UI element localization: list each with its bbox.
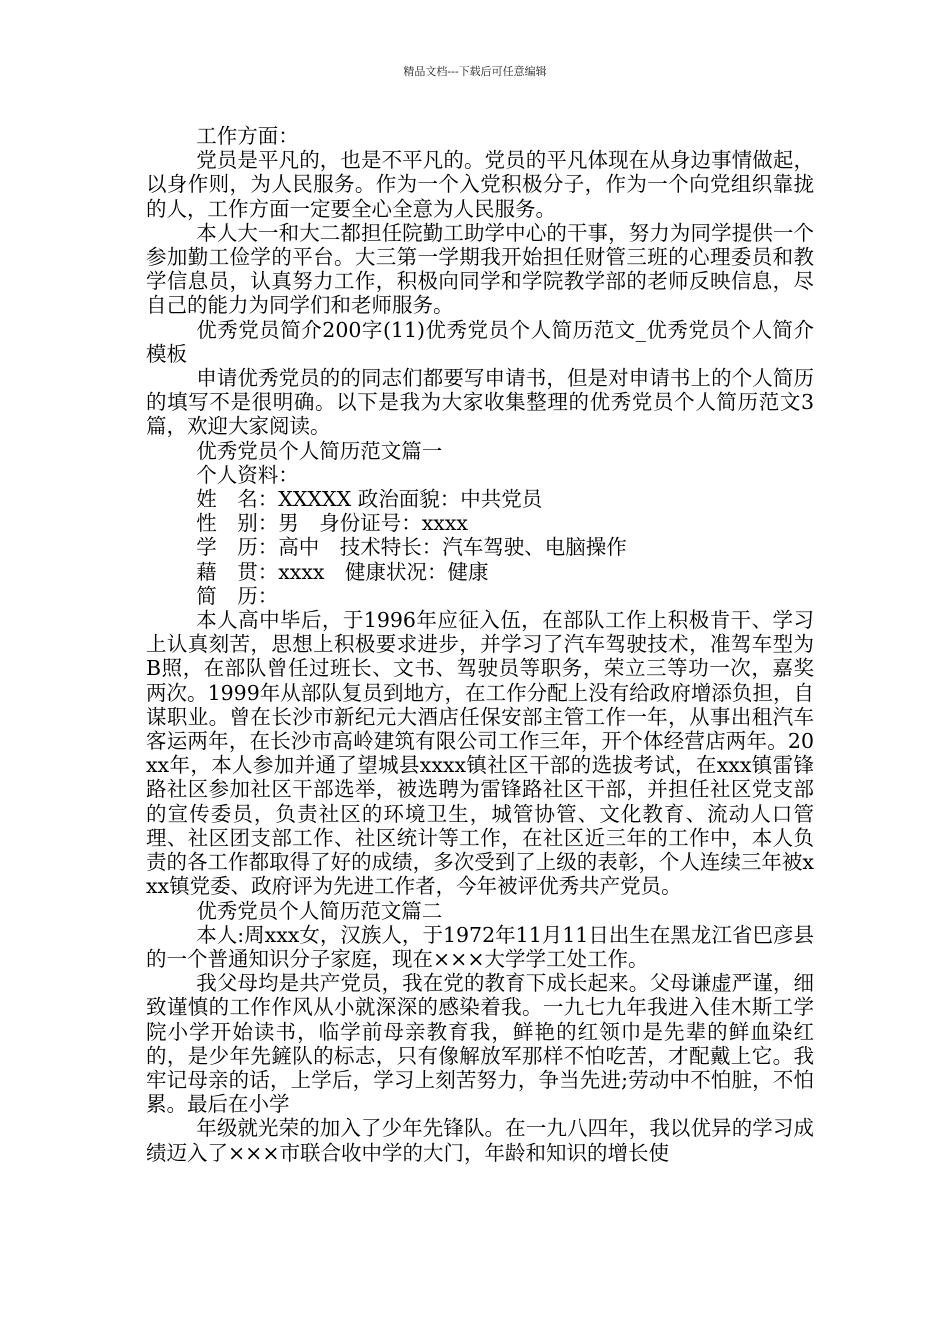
paragraph: 学 历：高中 技术特长：汽车驾驶、电脑操作	[196, 535, 627, 560]
paragraph: 本人:周xxx女，汉族人，于1972年11月11日出生在黑龙江省巴彦县的一个普通知识分子家庭，现在×××大学学工处工作。	[146, 922, 814, 971]
paragraph: 优秀党员简介200字(11)优秀党员个人简历范文_优秀党员个人简介模板	[146, 317, 814, 366]
paragraph: 优秀党员个人简历范文篇二	[196, 898, 443, 923]
paragraph: 工作方面：	[196, 124, 299, 148]
paragraph: 简 历：	[196, 583, 279, 608]
paragraph: 姓 名：XXXXX 政治面貌：中共党员	[196, 487, 543, 512]
paragraph: 党员是平凡的，也是不平凡的。党员的平凡体现在从身边事情做起，以身作则，为人民服务。作为一个入党积极分子，作为一个向党组织靠拢的人，工作方面一定要全心全意为人民服务。	[146, 148, 814, 221]
paragraph: 本人大一和大二都担任院勤工助学中心的干事，努力为同学提供一个参加勤工俭学的平台。大三第一学期我开始担任财管三班的心理委员和教学信息员，认真努力工作，积极向同学和学院教学部的老师反映信息，尽自己的能力为同学们和老师服务。	[146, 220, 814, 318]
document-body	[146, 124, 814, 1165]
paragraph: 本人高中毕后，于1996年应征入伍，在部队工作上积极肯干、学习上认真刻苦，思想上积极要求进步，并学习了汽车驾驶技术，准驾车型为B照，在部队曾任过班长、文书、驾驶员等职务，荣立三等功一次，嘉奖两次。1999年从部队复员到地方，在工作分配上没有给政府增添负担，自谋职业。曾在长沙市新纪元大酒店任保安部主管工作一年，从事出租汽车客运两年，在长沙市高岭建筑有限公司工作三年，开个体经营店两年。20xx年，本人参加并通了望城县xxxx镇社区干部的选拔考试，在xxx镇雷锋路社区参加社区干部选举，被选聘为雷锋路社区干部，并担任社区党支部的宣传委员，负责社区的环境卫生，城管协管、文化教育、流动人口管理、社区团支部工作、社区统计等工作，在社区近三年的工作中，本人负责的各工作都取得了好的成绩，多次受到了上级的表彰，个人连续三年被xxx镇党委、政府评为先进工作者，今年被评优秀共产党员。	[146, 608, 814, 899]
paragraph: 我父母均是共产党员，我在党的教育下成长起来。父母谦虚严谨，细致谨慎的工作作风从小就深深的感染着我。一九七九年我进入佳木斯工学院小学开始读书，临学前母亲教育我，鲜艳的红领巾是先辈的鲜血染红的，是少年先鏟队的标志，只有像解放军那样不怕吃苦，才配戴上它。我牢记母亲的话，上学后，学习上刻苦努力，争当先进;劳动中不怕脏，不怕累。最后在小学	[146, 971, 814, 1117]
paragraph: 藉 贯：xxxx 健康状况：健康	[196, 559, 489, 584]
paragraph: 性 别：男 身份证号：xxxx	[196, 511, 468, 536]
paragraph: 优秀党员个人简历范文篇一	[196, 438, 443, 463]
paragraph: 个人资料：	[196, 462, 299, 487]
paragraph: 年级就光荣的加入了少年先锋队。在一九八四年，我以优异的学习成绩迈入了×××市联合收中学的大门，年龄和知识的增长使	[146, 1116, 814, 1165]
paragraph: 申请优秀党员的的同志们都要写申请书，但是对申请书上的个人简历的填写不是很明确。以下是我为大家收集整理的优秀党员个人简历范文3篇，欢迎大家阅读。	[146, 366, 814, 439]
page-header: 精品文档---下载后可任意编辑	[403, 65, 547, 78]
